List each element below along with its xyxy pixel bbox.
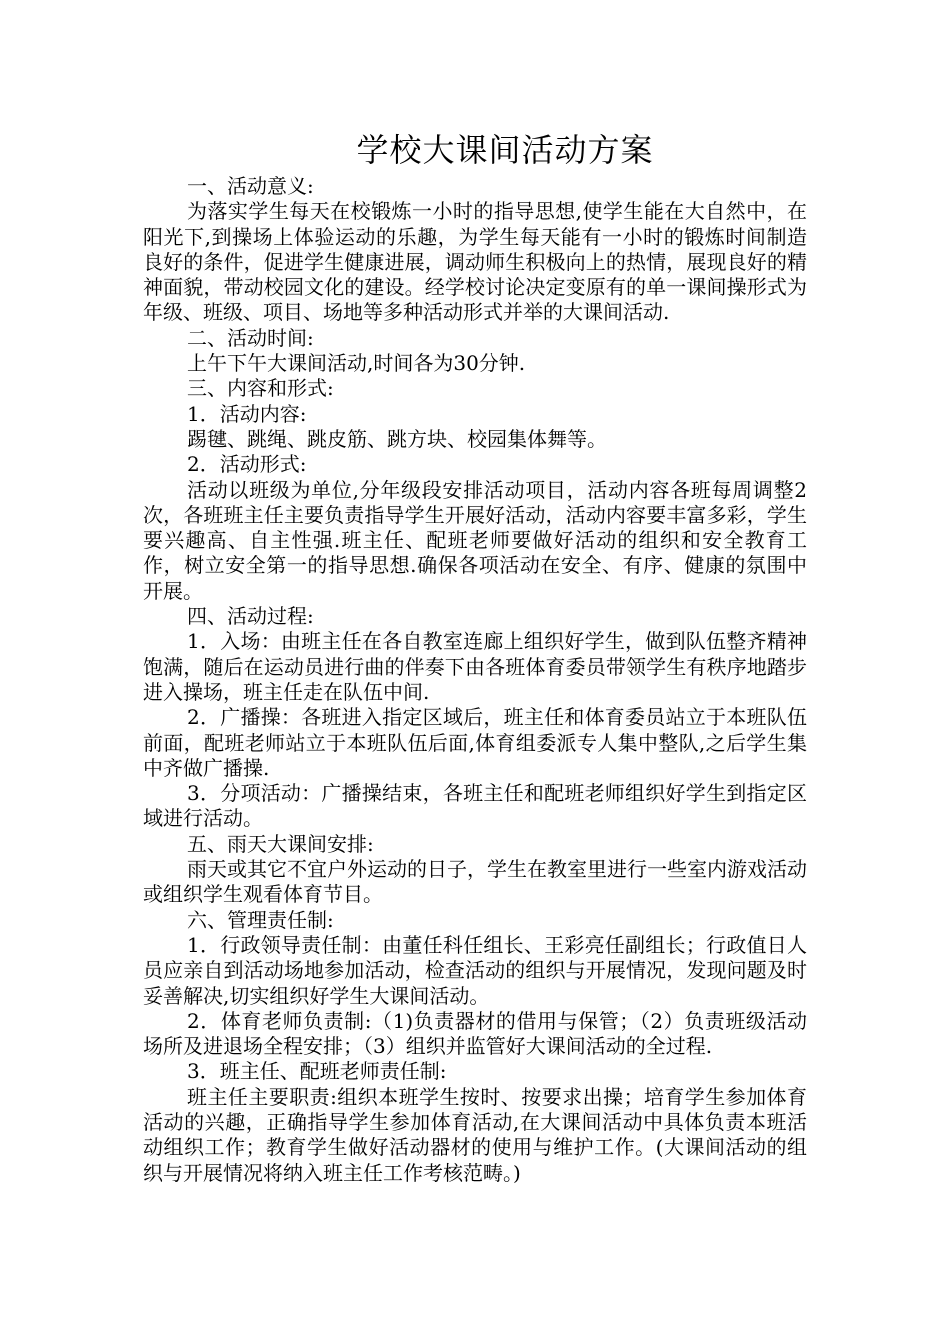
paragraph-pe-teacher-responsibility: 2．体育老师负责制:（1)负责器材的借用与保管；（2）负责班级活动场所及进退场全程安排；（3）组织并监管好大课间活动的全过程. — [143, 1008, 807, 1059]
paragraph-class-teacher-duties: 班主任主要职责:组织本班学生按时、按要求出操；培育学生参加体育活动的兴趣，正确指导学生参加体育活动,在大课间活动中具体负责本班活动组织工作；教育学生做好活动器材的使用与维护工作。(大课间活动的组织与开展情况将纳入班主任工作考核范畴。) — [143, 1084, 807, 1185]
paragraph-significance: 为落实学生每天在校锻炼一小时的指导思想,使学生能在大自然中，在阳光下,到操场上体验运动的乐趣，为学生每天能有一小时的锻炼时间制造良好的条件，促进学生健康进展，调动师生积极向上的热情，展现良好的精神面貌，带动校园文化的建设。经学校讨论决定变原有的单一课间操形式为年级、班级、项目、场地等多种活动形式并举的大课间活动. — [143, 199, 807, 325]
paragraph-time: 上午下午大课间活动,时间各为30分钟. — [187, 351, 526, 376]
paragraph-rainy-day: 雨天或其它不宜户外运动的日子，学生在教室里进行一些室内游戏活动或组织学生观看体育节目。 — [143, 857, 807, 907]
subheading-activity-content: 1．活动内容: — [187, 401, 307, 426]
section-heading-time: 二、活动时间: — [187, 325, 314, 350]
paragraph-activity-form: 活动以班级为单位,分年级段安排活动项目，活动内容各班每周调整2次，各班班主任主要负责指导学生开展好活动，活动内容要丰富多彩，学生要兴趣高、自主性强.班主任、配班老师要做好活动的组织和安全教育工作，树立安全第一的指导思想.确保各项活动在安全、有序、健康的氛围中开展。 — [143, 477, 807, 603]
section-heading-significance: 一、活动意义: — [187, 174, 314, 198]
subheading-activity-form: 2．活动形式: — [187, 452, 307, 477]
document-page — [143, 128, 807, 1186]
section-heading-process: 四、活动过程: — [187, 604, 314, 629]
paragraph-admin-responsibility: 1．行政领导责任制：由董任科任组长、王彩亮任副组长；行政值日人员应亲自到活动场地参加活动，检查活动的组织与开展情况，发现问题及时妥善解决,切实组织好学生大课间活动。 — [143, 932, 807, 1008]
document-title: 学校大课间活动方案 — [356, 131, 654, 169]
section-heading-responsibility: 六、管理责任制: — [187, 907, 334, 932]
paragraph-process-exercise: 2．广播操：各班进入指定区域后，班主任和体育委员站立于本班队伍前面，配班老师站立于本班队伍后面,体育组委派专人集中整队,之后学生集中齐做广播操. — [143, 705, 807, 780]
paragraph-process-entry: 1．入场：由班主任在各自教室连廊上组织好学生，做到队伍整齐精神饱满，随后在运动员进行曲的伴奏下由各班体育委员带领学生有秩序地踏步进入操场，班主任走在队伍中间. — [143, 629, 807, 704]
paragraph-activity-content: 踢毽、跳绳、跳皮筋、跳方块、校园集体舞等。 — [187, 426, 607, 451]
subheading-class-teacher-responsibility: 3．班主任、配班老师责任制: — [187, 1059, 447, 1084]
section-heading-content-form: 三、内容和形式: — [187, 376, 334, 401]
section-heading-rainy-day: 五、雨天大课间安排: — [187, 831, 374, 856]
paragraph-process-activities: 3．分项活动：广播操结束，各班主任和配班老师组织好学生到指定区域进行活动。 — [143, 781, 807, 831]
